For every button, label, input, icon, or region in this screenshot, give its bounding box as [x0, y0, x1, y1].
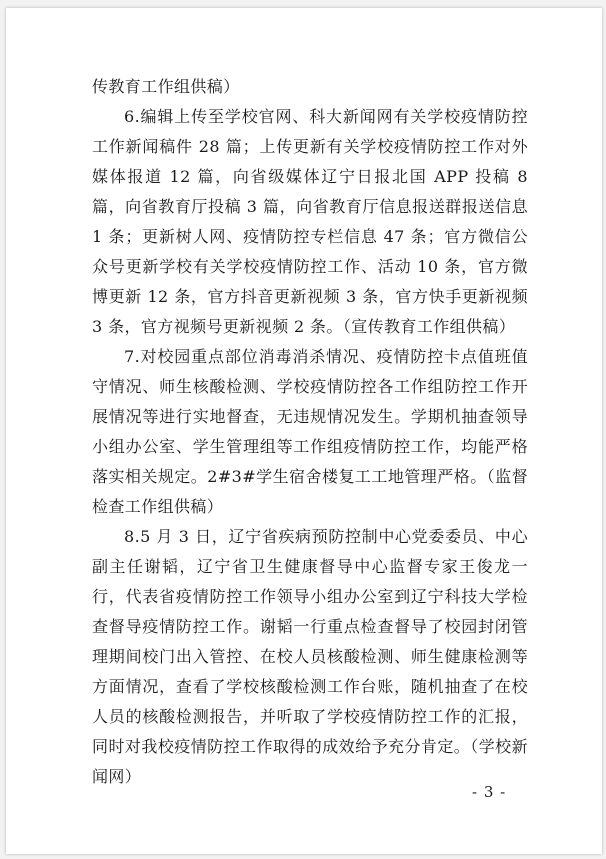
document-body: [92, 72, 528, 792]
page-number: - 3 -: [472, 783, 507, 801]
paragraph-continuation: 传教育工作组供稿）: [92, 77, 240, 96]
paragraph-item-6: 6.编辑上传至学校官网、科大新闻网有关学校疫情防控工作新闻稿件 28 篇；上传更新有关学校疫情防控工作对外媒体报道 12 篇，向省级媒体辽宁日报北国 APP 投稿 8 篇，向省教育厅投稿 3 篇，向省教育厅信息报送群报送信息 1 条；更新树人网、疫情防控专栏信息 47 条；官方微信公众号更新学校有关学校疫情防控工作、活动 10 条，官方微博更新 12 条，官方抖音更新视频 3 条，官方快手更新视频 3 条，官方视频号更新视频 2 条。（宣传教育工作组供稿）: [92, 107, 528, 336]
paragraph-item-7: 7.对校园重点部位消毒消杀情况、疫情防控卡点值班值守情况、师生核酸检测、学校疫情防控各工作组防控工作开展情况等进行实地督查，无违规情况发生。学期机抽查领导小组办公室、学生管理组等工作组疫情防控工作，均能严格落实相关规定。2#3#学生宿舍楼复工工地管理严格。（监督检查工作组供稿）: [92, 347, 528, 516]
document-page: [6, 8, 602, 854]
paragraph-item-8: 8.5 月 3 日，辽宁省疾病预防控制中心党委委员、中心副主任谢韬，辽宁省卫生健康督导中心监督专家王俊龙一行，代表省疫情防控工作领导小组办公室到辽宁科技大学检查督导疫情防控工作。谢韬一行重点检查督导了校园封闭管理期间校门出入管控、在校人员核酸检测、师生健康检测等方面情况，查看了学校核酸检测工作台账，随机抽查了在校人员的核酸检测报告，并听取了学校疫情防控工作的汇报，同时对我校疫情防控工作取得的成效给予充分肯定。（学校新闻网）: [92, 527, 528, 786]
